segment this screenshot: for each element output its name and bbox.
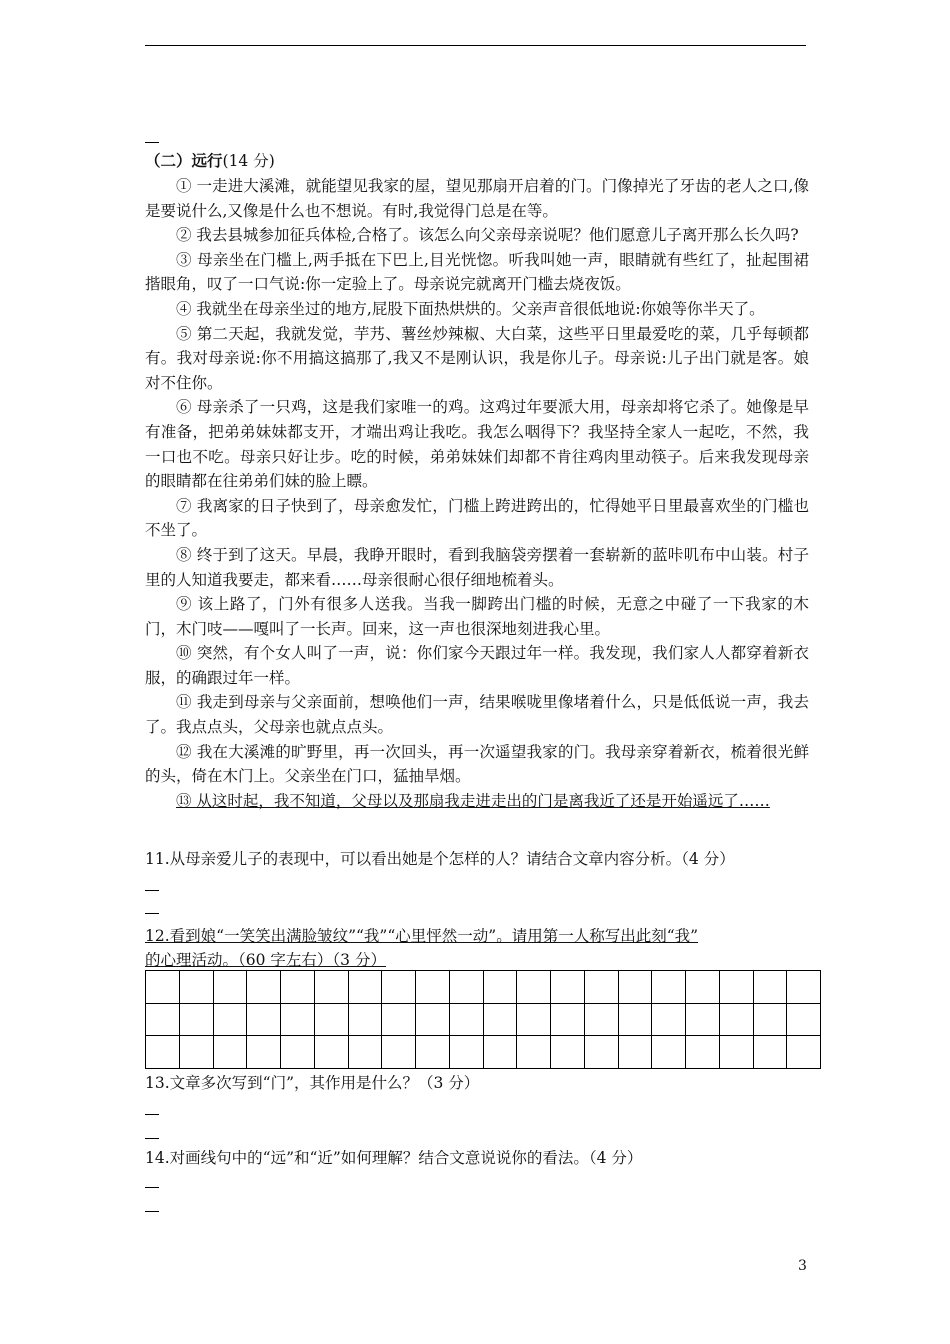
answer-dash (145, 913, 159, 914)
paragraph: ⑧ 终于到了这天。早晨，我睁开眼时，看到我脑袋旁摆着一套崭新的蓝咔叽布中山装。村子里的人知道我要走，都来看……母亲很耐心很仔细地梳着头。 (145, 545, 809, 589)
paragraph: ⑦ 我离家的日子快到了，母亲愈发忙，门槛上跨进跨出的，忙得她平日里最喜欢坐的门槛也不坐了。 (145, 496, 809, 540)
paragraph: ⑫ 我在大溪滩的旷野里，再一次回头，再一次遥望我家的门。我母亲穿着新衣，梳着很光鲜的头，倚在木门上。父亲坐在门口，猛抽旱烟。 (145, 742, 809, 786)
paragraph: ⑤ 第二天起，我就发觉，芋艿、薯丝炒辣椒、大白菜，这些平日里最爱吃的菜，几乎每顿都有。我对母亲说:你不用搞这搞那了,我又不是刚认识，我是你儿子。母亲说:儿子出门就是客。娘对不住你。 (145, 324, 809, 392)
question-14: 14.对画线句中的“远”和“近”如何理解？结合文意说说你的看法。（4 分） (145, 1149, 643, 1167)
question-13: 13.文章多次写到“门”，其作用是什么？（3 分） (145, 1074, 480, 1092)
paragraph: ⑩ 突然，有个女人叫了一声，说：你们家今天跟过年一样。我发现，我们家人人都穿着新衣服，的确跟过年一样。 (145, 644, 809, 687)
passage (145, 174, 809, 813)
answer-dash (145, 890, 159, 891)
answer-grid[interactable] (145, 970, 821, 1069)
header-rule (145, 45, 806, 46)
underlined-sentence: ⑬ 从这时起，我不知道，父母以及那扇我走进走出的门是离我近了还是开始遥远了…… (176, 791, 770, 810)
question-12: 12.看到娘“一笑笑出满脸皱纹”“我”“心里怦然一动”。请用第一人称写出此刻“我” 的心理活动。（60 字左右）（3 分） (145, 927, 699, 969)
answer-dash (145, 1187, 159, 1188)
answer-dash (145, 1114, 159, 1115)
answer-dash (145, 1211, 159, 1212)
paragraph: ⑪ 我走到母亲与父亲面前，想唤他们一声，结果喉咙里像堵着什么，只是低低说一声，我去了。我点点头，父母亲也就点点头。 (145, 693, 809, 737)
paragraph: ④ 我就坐在母亲坐过的地方,屁股下面热烘烘的。父亲声音很低地说:你娘等你半天了。 (176, 299, 765, 318)
page-number: 3 (798, 1258, 807, 1274)
answer-dash (145, 1138, 159, 1139)
paragraph: ① 一走进大溪滩，就能望见我家的屋，望见那扇开启着的门。门像掉光了牙齿的老人之口,像是要说什么,又像是什么也不想说。有时,我觉得门总是在等。 (145, 177, 809, 220)
paragraph: ③ 母亲坐在门槛上,两手抵在下巴上,目光恍惚。听我叫她一声，眼睛就有些红了，扯起围裙揩眼角，叹了一口气说:你一定验上了。母亲说完就离开门槛去烧夜饭。 (145, 250, 809, 294)
answer-dash (145, 142, 159, 143)
paragraph: ⑥ 母亲杀了一只鸡，这是我们家唯一的鸡。这鸡过年要派大用，母亲却将它杀了。她像是早有准备，把弟弟妹妹都支开，才端出鸡让我吃。我怎么咽得下？我坚持全家人一起吃，不然，我一口也不吃。母亲只好让步。吃的时候，弟弟妹妹们却都不肯往鸡肉里动筷子。后来我发现母亲的眼睛都在往弟弟们妹的脸上瞟。 (145, 398, 809, 491)
paragraph: ② 我去县城参加征兵体检,合格了。该怎么向父亲母亲说呢？他们愿意儿子离开那么长久吗? (176, 226, 799, 245)
section-title: （二）远行(14 分) (145, 151, 275, 170)
question-11: 11.从母亲爱儿子的表现中，可以看出她是个怎样的人？请结合文章内容分析。（4 分） (145, 850, 735, 868)
paragraph: ⑨ 该上路了，门外有很多人送我。当我一脚跨出门槛的时候，无意之中碰了一下我家的木门，木门吱——嘎叫了一长声。回来，这一声也很深地刻进我心里。 (145, 595, 809, 638)
